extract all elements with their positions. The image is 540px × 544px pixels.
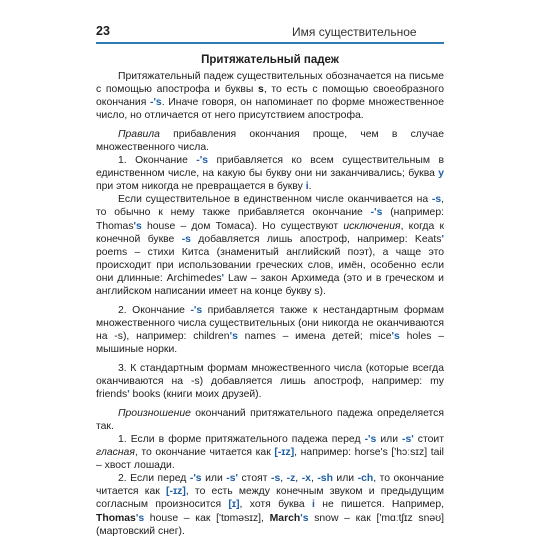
text-run: house – как ['tɒməsɪz], <box>144 512 270 524</box>
highlighted-fragment: 's <box>391 330 400 342</box>
text-run: не пишется. Например, <box>314 499 445 511</box>
text-run: прибавляется ко всем существительным в единственном числе, на какую бы букву они ни заканчивались; буква <box>96 155 444 180</box>
text-run: исключения <box>343 220 401 232</box>
highlighted-fragment: -ch <box>357 473 374 485</box>
highlighted-fragment: -s <box>181 233 191 245</box>
text-run: books (книги моих друзей). <box>129 389 262 401</box>
text-run: стоит <box>413 434 444 446</box>
text-run: , например: horse's ['hɔːsɪz] tail – хвост лошади. <box>96 447 444 472</box>
body-text <box>96 70 444 544</box>
highlighted-fragment: -'s <box>196 155 209 167</box>
text-run: окончаний притяжательного падежа определяется так. <box>96 408 444 433</box>
highlighted-fragment: ' <box>127 389 130 401</box>
text-run: при этом никогда не превращается в букву <box>96 181 306 193</box>
text-run: , <box>295 473 302 485</box>
text-run: , то обычно к нему также прибавляется окончание <box>96 194 444 219</box>
highlighted-fragment: 's <box>300 512 309 524</box>
text-run: . <box>308 181 312 193</box>
text-run: добавляется лишь апостроф, например: Keats <box>190 233 442 245</box>
highlighted-fragment: -s <box>431 194 442 206</box>
highlighted-fragment: -s <box>271 473 281 485</box>
highlighted-fragment: ' <box>221 272 225 284</box>
text-run: . Иначе говоря, он напоминает по форме множественное число, но отличается от него присутствием апострофа. <box>96 97 444 122</box>
text-run: , <box>310 473 318 485</box>
text-run: holes – мышиные норки. <box>96 330 444 355</box>
text-run: , то есть с помощью своеобразного окончания <box>96 84 444 109</box>
text-run: 1. Если в форме притяжательного падежа перед <box>118 434 365 446</box>
text-run: Law – закон Архимеда (это и в греческом и английском написании имеет на конце букву s). <box>96 272 444 297</box>
text-run: , то окончание читается как <box>134 447 275 459</box>
text-run: прибавления окончания проще, чем в случае множественного числа. <box>96 129 444 154</box>
text-run: , хотя буква <box>239 499 313 511</box>
text-run: гласная <box>96 447 135 459</box>
text-run: names – имена детей; mice <box>237 330 392 342</box>
highlighted-fragment: ' <box>441 233 444 245</box>
text-run: или <box>332 473 358 485</box>
highlighted-fragment: у <box>438 168 444 180</box>
paragraph <box>96 472 444 537</box>
running-title: Имя существительное <box>292 25 417 39</box>
highlighted-fragment: -'s <box>364 434 377 446</box>
text-run: или <box>376 434 403 446</box>
highlighted-fragment: -s' <box>402 434 414 446</box>
highlighted-fragment: -'s <box>370 207 383 219</box>
highlighted-fragment: i <box>312 499 315 511</box>
highlighted-fragment: 's <box>135 512 145 524</box>
paragraph <box>96 193 444 297</box>
text-run: , то есть между конечным звуком и предыдущим согласным произносится <box>96 486 444 511</box>
text-run: house – дом Томаса). Но существуют <box>141 220 344 232</box>
text-run: , <box>280 473 287 485</box>
text-run: Thomas <box>96 512 136 524</box>
paragraph <box>96 362 444 401</box>
highlighted-fragment: [-ɪz] <box>274 447 295 459</box>
text-run: 3. К стандартным формам множественного числа (которые всегда оканчиваются на -s) добавляется лишь апостроф, например: my friends <box>96 362 444 401</box>
text-run: стоят <box>237 473 271 485</box>
paragraph <box>96 70 444 122</box>
text-run: , когда к конечной букве <box>96 220 444 245</box>
highlighted-fragment: -sh <box>317 473 333 485</box>
text-run: Произношение <box>118 408 191 420</box>
page-number: 23 <box>96 24 110 38</box>
text-run: Если существительное в единственном числе оканчивается на <box>118 194 432 206</box>
highlighted-fragment: -'s <box>190 304 203 316</box>
highlighted-fragment: i <box>305 181 309 193</box>
text-run: Притяжательный падеж существительных обозначается на письме с помощью апострофа и буквы <box>96 71 444 96</box>
paragraph <box>96 304 444 356</box>
paragraph <box>96 154 444 193</box>
highlighted-fragment: [ɪ] <box>228 499 240 511</box>
section-title: Притяжательный падеж <box>201 54 339 66</box>
header-rule <box>96 42 444 44</box>
text-run: 2. Если перед <box>118 473 190 485</box>
highlighted-fragment: -x <box>301 473 311 485</box>
text-run: poems – стихи Китса (знаменитый английский поэт), а чаще это происходит при использовании греческих слов, имён, особенно если они длинные: Archimedes <box>96 246 444 284</box>
text-run: , то окончание читается как <box>96 473 444 498</box>
text-run: или <box>201 473 227 485</box>
text-run: (например: Thomas <box>96 207 445 232</box>
text-run: s <box>258 84 264 96</box>
paragraph <box>96 407 444 433</box>
paragraph <box>96 128 444 154</box>
text-run: Правила <box>118 129 160 141</box>
highlighted-fragment: -z <box>286 473 296 485</box>
highlighted-fragment: -'s <box>189 473 202 485</box>
paragraph <box>96 433 444 472</box>
highlighted-fragment: [-ɪz] <box>166 486 186 498</box>
highlighted-fragment: 's <box>229 330 238 342</box>
highlighted-fragment: -'s <box>150 97 162 109</box>
text-run: 2. Окончание <box>118 304 191 316</box>
text-run: snow – как ['mɑːtʃɪz snəʊ] (мартовский снег). <box>96 512 444 537</box>
highlighted-fragment: -s' <box>226 473 238 485</box>
text-run: прибавляется также к нестандартным формам множественного числа существительных (они никогда не оканчиваются на -s), например: children <box>96 304 444 342</box>
text-run: 1. Окончание <box>118 155 197 167</box>
text-run: March <box>269 512 301 524</box>
highlighted-fragment: 's <box>133 220 142 232</box>
